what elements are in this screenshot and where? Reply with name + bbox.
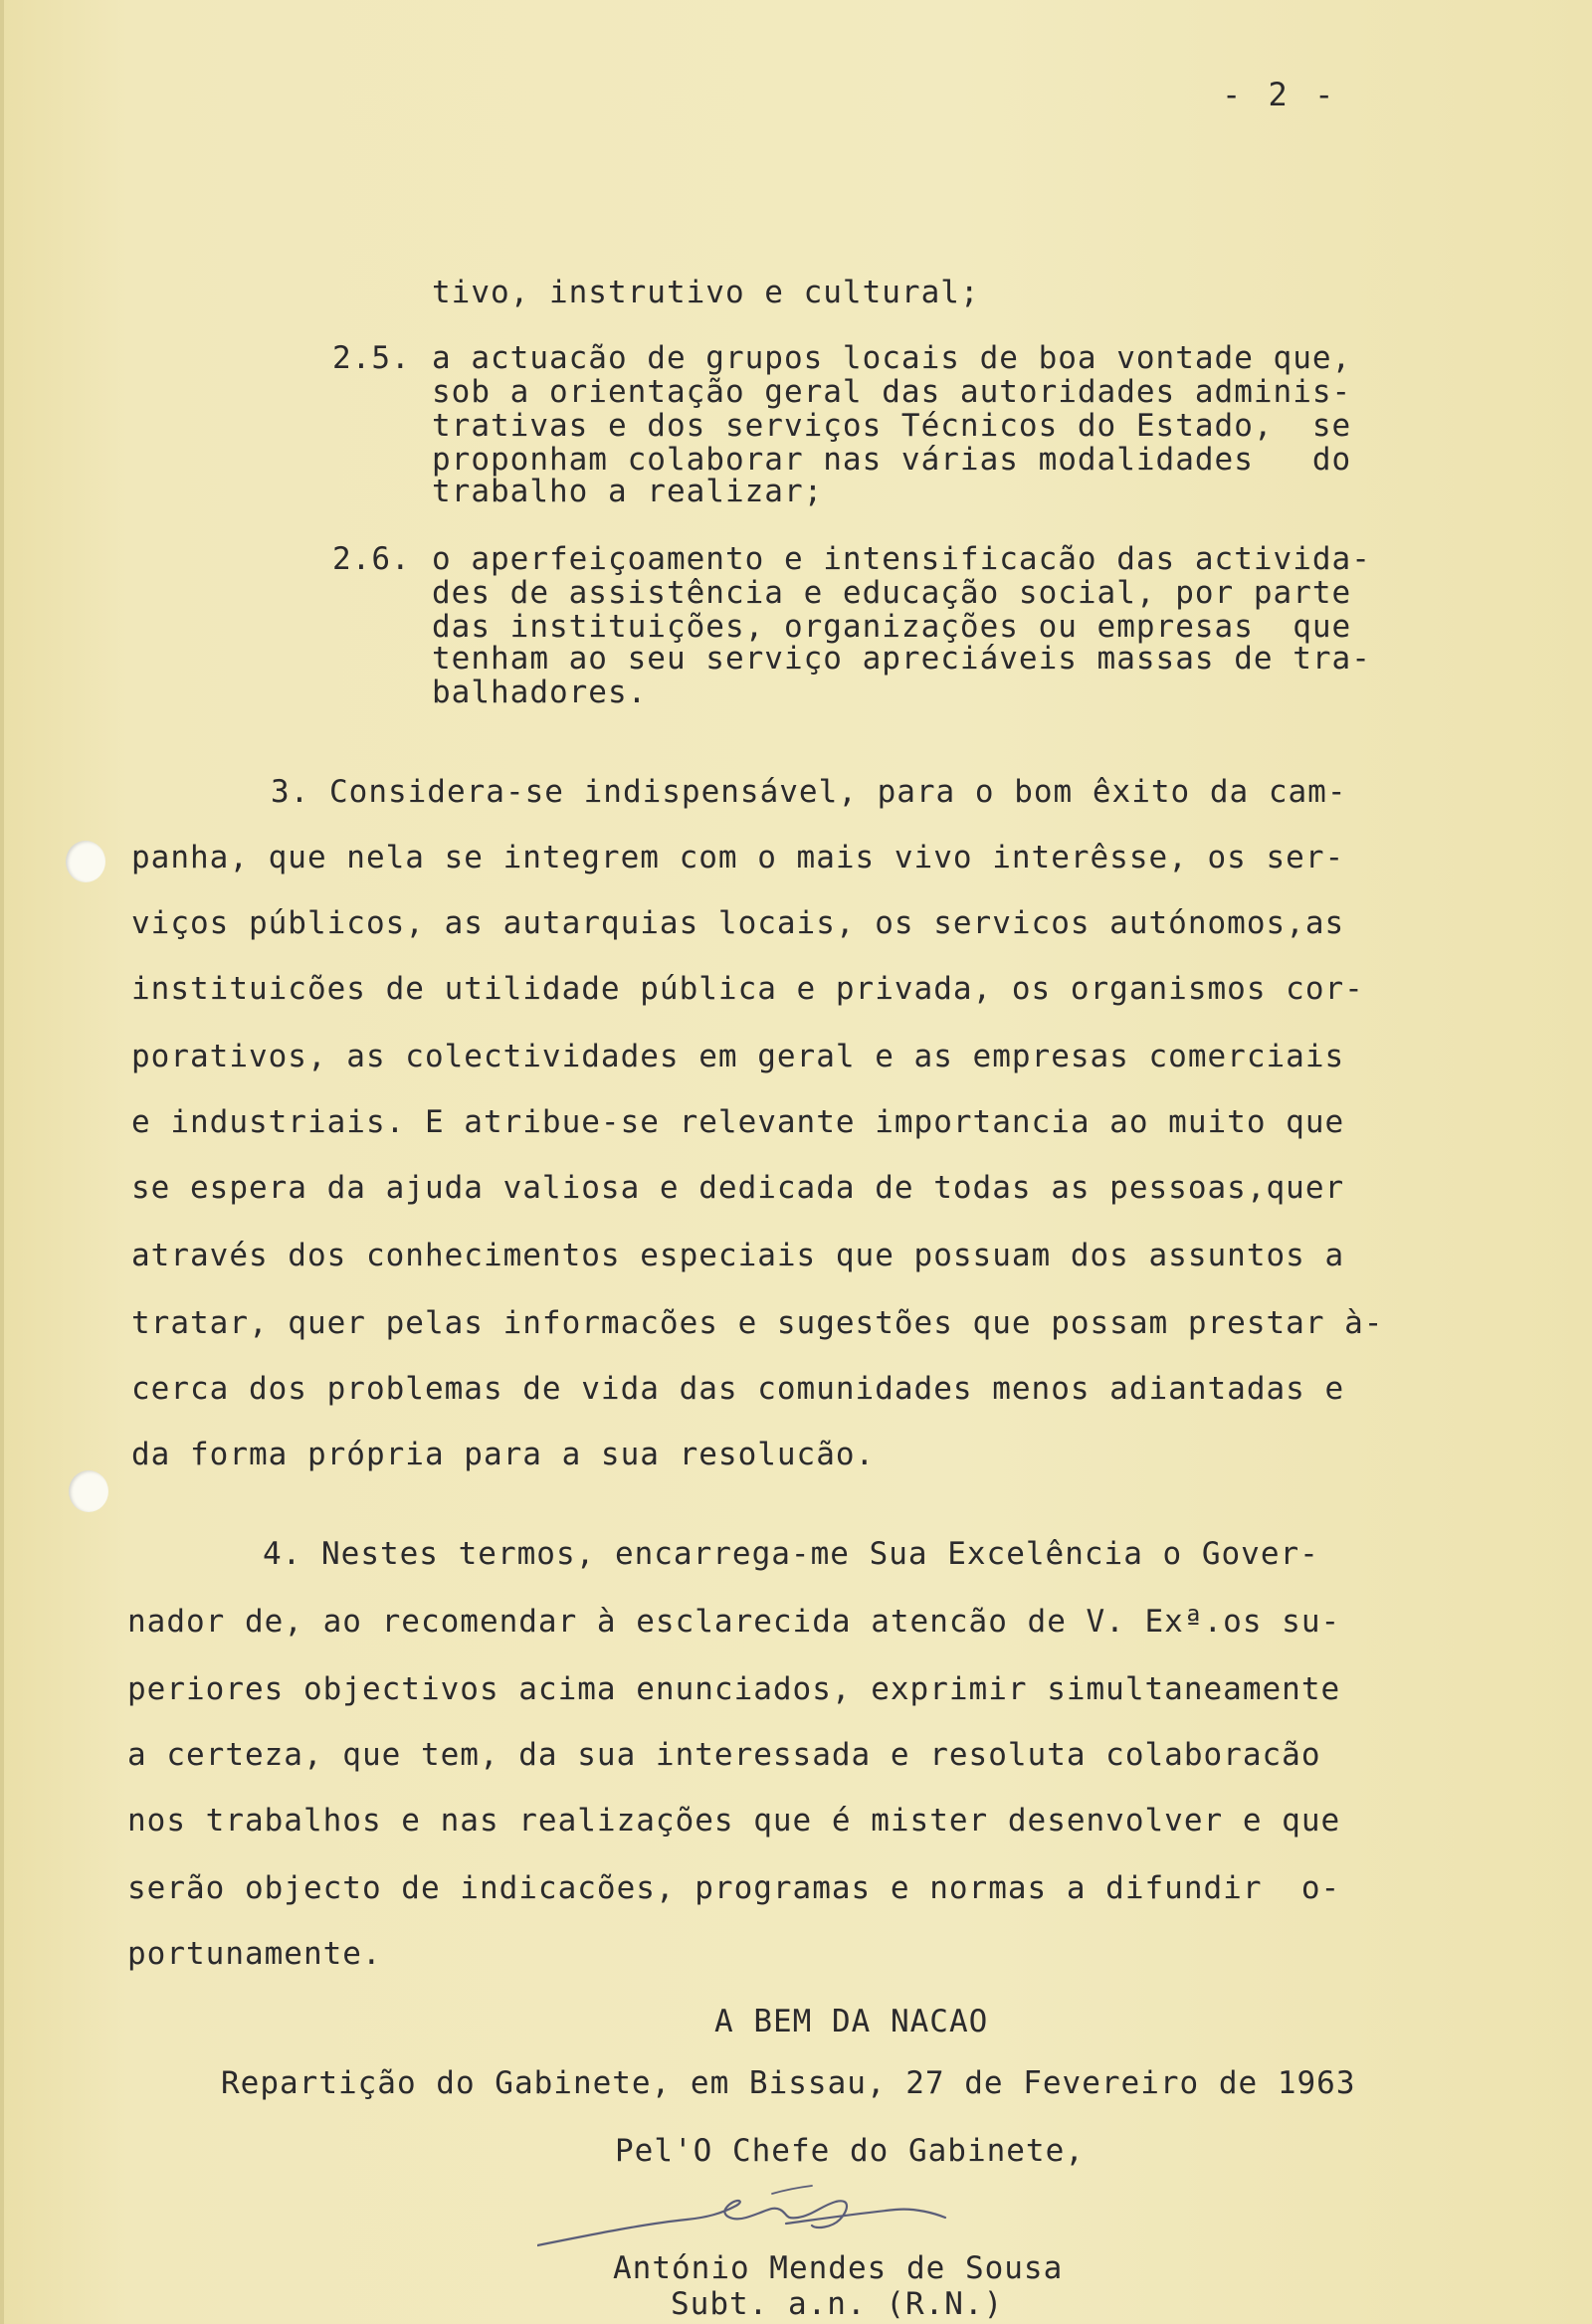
paragraph-line: a certeza, que tem, da sua interessada e resoluta colaboracão [127,1737,1321,1773]
paragraph-line: da forma própria para a sua resolucão. [131,1437,876,1472]
item-number: 2.5. [332,340,411,376]
item-line: proponham colaborar nas várias modalidades do [432,442,1352,478]
item-line: o aperfeiçoamento e intensificacão das activida- [432,541,1371,577]
paragraph-line: através dos conhecimentos especiais que possuam dos assuntos a [131,1238,1345,1273]
item-line: balhadores. [432,675,648,710]
paragraph-line: serão objecto de indicacões, programas e normas a difundir o- [127,1870,1341,1906]
paragraph-line: portunamente. [127,1936,382,1972]
paragraph-line: nos trabalhos e nas realizações que é mister desenvolver e que [127,1803,1341,1839]
paragraph-line: cerca dos problemas de vida das comunidades menos adiantadas e [131,1371,1345,1407]
paragraph-line: 3. Considera-se indispensável, para o bom êxito da cam- [271,774,1347,810]
punch-hole-top [66,841,105,882]
paragraph-line: se espera da ajuda valiosa e dedicada de todas as pessoas,quer [131,1170,1345,1206]
item-line: a actuacão de grupos locais de boa vontade que, [432,340,1352,376]
paragraph-line: panha, que nela se integrem com o mais vivo interêsse, os ser- [131,840,1345,875]
paper-edge [0,0,4,2324]
item-line: trativas e dos serviços Técnicos do Estado, se [432,408,1352,444]
on-behalf-line: Pel'O Chefe do Gabinete, [615,2133,1085,2169]
paragraph-line: 4. Nestes termos, encarrega-me Sua Excelência o Gover- [263,1536,1319,1572]
paragraph-line: porativos, as colectividades em geral e as empresas comerciais [131,1039,1345,1074]
motto: A BEM DA NACAO [714,2004,989,2039]
item-number: 2.6. [332,541,411,577]
paragraph-line: nador de, ao recomendar à esclarecida atencão de V. Exª.os su- [127,1604,1341,1640]
paragraph-line: tratar, quer pelas informacões e sugestões que possam prestar à- [131,1305,1384,1341]
item-line: tenham ao seu serviço apreciáveis massas de tra- [432,641,1371,677]
paragraph-line: viços públicos, as autarquias locais, os servicos autónomos,as [131,905,1345,941]
item-line: trabalho a realizar; [432,474,824,509]
place-date: Repartição do Gabinete, em Bissau, 27 de Fevereiro de 1963 [221,2065,1356,2101]
intro-line: tivo, instrutivo e cultural; [432,275,980,310]
page-number: - 2 - [1222,76,1338,113]
signatory-name: António Mendes de Sousa [613,2250,1064,2286]
punch-hole-bottom [69,1470,108,1512]
paragraph-line: periores objectivos acima enunciados, exprimir simultaneamente [127,1671,1341,1707]
paragraph-line: e industriais. E atribue-se relevante importancia ao muito que [131,1104,1345,1140]
paragraph-line: instituicões de utilidade pública e privada, os organismos cor- [131,971,1364,1007]
item-line: des de assistência e educação social, por parte [432,575,1352,611]
item-line: das instituições, organizações ou empresas que [432,609,1352,645]
item-line: sob a orientação geral das autoridades adminis- [432,374,1352,410]
signatory-title: Subt. a.n. (R.N.) [671,2286,1004,2322]
